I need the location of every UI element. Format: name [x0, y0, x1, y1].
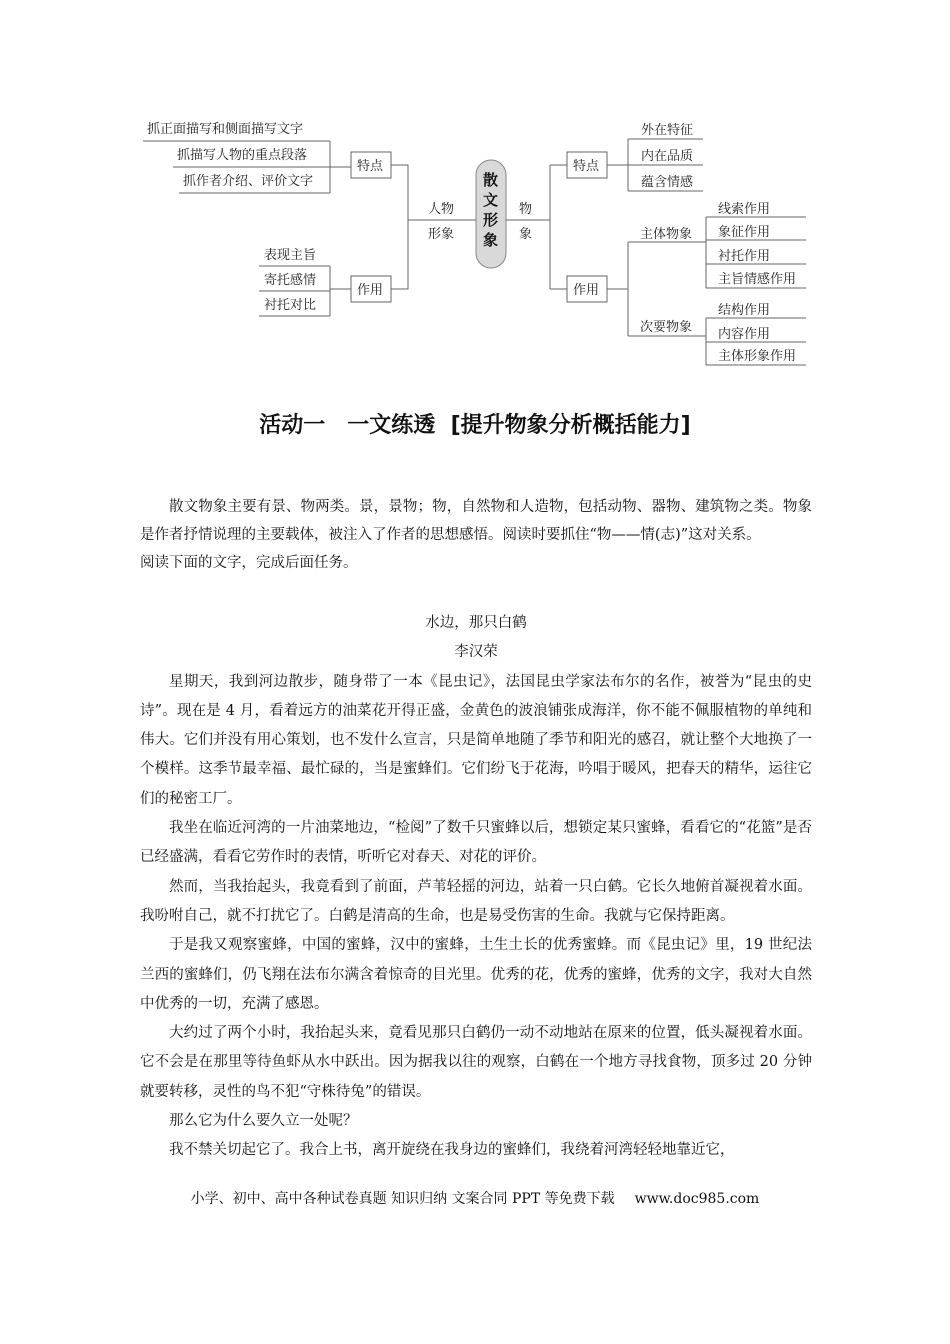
- object-feature-item: 外在特征: [641, 123, 694, 138]
- object-features-items: [628, 122, 703, 191]
- main-object-item: 衬托作用: [718, 249, 771, 264]
- object-features-label: 特点: [573, 159, 600, 174]
- main-object-item: 象征作用: [718, 225, 771, 240]
- article-paragraph: 然而，当我抬起头，我竟看到了前面，芦苇轻摇的河边，站着一只白鹤。它长久地俯首凝视着水面。我吩咐自己，就不打扰它了。白鹤是清高的生命，也是易受伤害的生命。我就与它保持距离。: [140, 878, 812, 924]
- intro-block: [140, 493, 812, 577]
- object-functions-label: 作用: [573, 283, 600, 298]
- article: [140, 609, 812, 1166]
- heading-activity: 活动一: [259, 413, 326, 438]
- person-features-label: 特点: [357, 159, 384, 174]
- person-function-item: 衬托对比: [264, 298, 317, 313]
- person-features-items: [143, 121, 351, 193]
- person-function-item: 表现主旨: [264, 248, 317, 263]
- secondary-object-items: [706, 302, 806, 365]
- section-heading: [0, 408, 950, 439]
- person-branch-label: 人物: [428, 202, 455, 217]
- main-object-label: 主体物象: [640, 227, 693, 242]
- person-feature-item: 抓描写人物的重点段落: [177, 148, 308, 163]
- footer-text: 小学、初中、高中各种试卷真题 知识归纳 文案合同 PPT 等免费下载: [190, 1191, 615, 1207]
- center-char: 象: [483, 231, 499, 249]
- main-object-item: 线索作用: [718, 202, 771, 217]
- person-feature-item: 抓作者介绍、评价文字: [183, 174, 314, 189]
- heading-goal: [提升物象分析概括能力]: [450, 413, 691, 438]
- center-char: 文: [483, 191, 499, 209]
- secondary-object-item: 内容作用: [718, 327, 771, 342]
- main-object-items: [706, 201, 806, 288]
- article-paragraph: 星期天，我到河边散步，随身带了一本《昆虫记》，法国昆虫学家法布尔的名作，被誉为“昆虫的史诗”。现在是 4 月，看着远方的油菜花开得正盛，金黄色的波浪铺张成海洋，你不能不佩服植物的单纯和伟大。它们并没有用心策划，也不发什么宣言，只是简单地随了季节和阳光的感召，就让整个大地换了一个模样。这季节最幸福、最忙碌的，当是蜜蜂们。它们纷飞于花海，吟唱于暖风，把春天的精华，运往它们的秘密工厂。: [140, 673, 812, 807]
- article-paragraph: 我坐在临近河湾的一片油菜地边，“检阅”了数千只蜜蜂以后，想锁定某只蜜蜂，看看它的“花篮”是否已经盛满，看看它劳作时的表情，听听它对春天、对花的评价。: [140, 820, 812, 866]
- person-branch-label: 形象: [428, 227, 455, 242]
- mind-map-diagram: [0, 0, 950, 390]
- main-object-item: 主旨情感作用: [718, 272, 797, 287]
- article-paragraph: 那么它为什么要久立一处呢？: [169, 1113, 358, 1130]
- secondary-object-item: 主体形象作用: [718, 349, 797, 364]
- intro-paragraph: 散文物象主要有景、物两类。景，景物；物，自然物和人造物，包括动物、器物、建筑物之类。物象是作者抒情说理的主要载体，被注入了作者的思想感悟。阅读时要抓住“物——情(志)”这对关系。: [140, 499, 812, 543]
- object-feature-item: 内在品质: [641, 149, 694, 164]
- article-title: 水边，那只白鹤: [425, 615, 527, 631]
- article-paragraph: 于是我又观察蜜蜂，中国的蜜蜂，汉中的蜜蜂，土生土长的优秀蜜蜂。而《昆虫记》里，19 世纪法兰西的蜜蜂们，仍飞翔在法布尔满含着惊奇的目光里。优秀的花，优秀的蜜蜂，优秀的文字，我对大自然中优秀的一切，充满了感恩。: [140, 937, 812, 1012]
- person-functions-label: 作用: [357, 283, 384, 298]
- person-functions-items: [259, 247, 351, 316]
- page-footer: [0, 1188, 950, 1208]
- article-paragraph: 我不禁关切起它了。我合上书，离开旋绕在我身边的蜜蜂们，我绕着河湾轻轻地靠近它，: [169, 1142, 735, 1159]
- article-author: 李汉荣: [454, 644, 498, 661]
- secondary-object-label: 次要物象: [640, 320, 693, 335]
- person-function-item: 寄托感情: [264, 273, 317, 288]
- center-char: 形: [483, 211, 499, 229]
- center-char: 散: [483, 171, 499, 189]
- person-feature-item: 抓正面描写和侧面描写文字: [147, 122, 304, 137]
- secondary-object-item: 结构作用: [718, 303, 771, 318]
- footer-url: www.doc985.com: [634, 1191, 760, 1207]
- object-branch-label: 物: [519, 202, 533, 217]
- article-paragraph: 大约过了两个小时，我抬起头来，竟看见那只白鹤仍一动不动地站在原来的位置，低头凝视着水面。它不会是在那里等待鱼虾从水中跃出。因为据我以往的观察，白鹤在一个地方寻找食物，顶多过 20 分钟就要转移，灵性的鸟不犯“守株待兔”的错误。: [140, 1025, 812, 1100]
- object-feature-item: 蕴含情感: [641, 175, 694, 190]
- heading-title: 一文练透: [347, 413, 436, 438]
- instruction-text: 阅读下面的文字，完成后面任务。: [140, 555, 358, 571]
- object-branch-label: 象: [519, 227, 533, 242]
